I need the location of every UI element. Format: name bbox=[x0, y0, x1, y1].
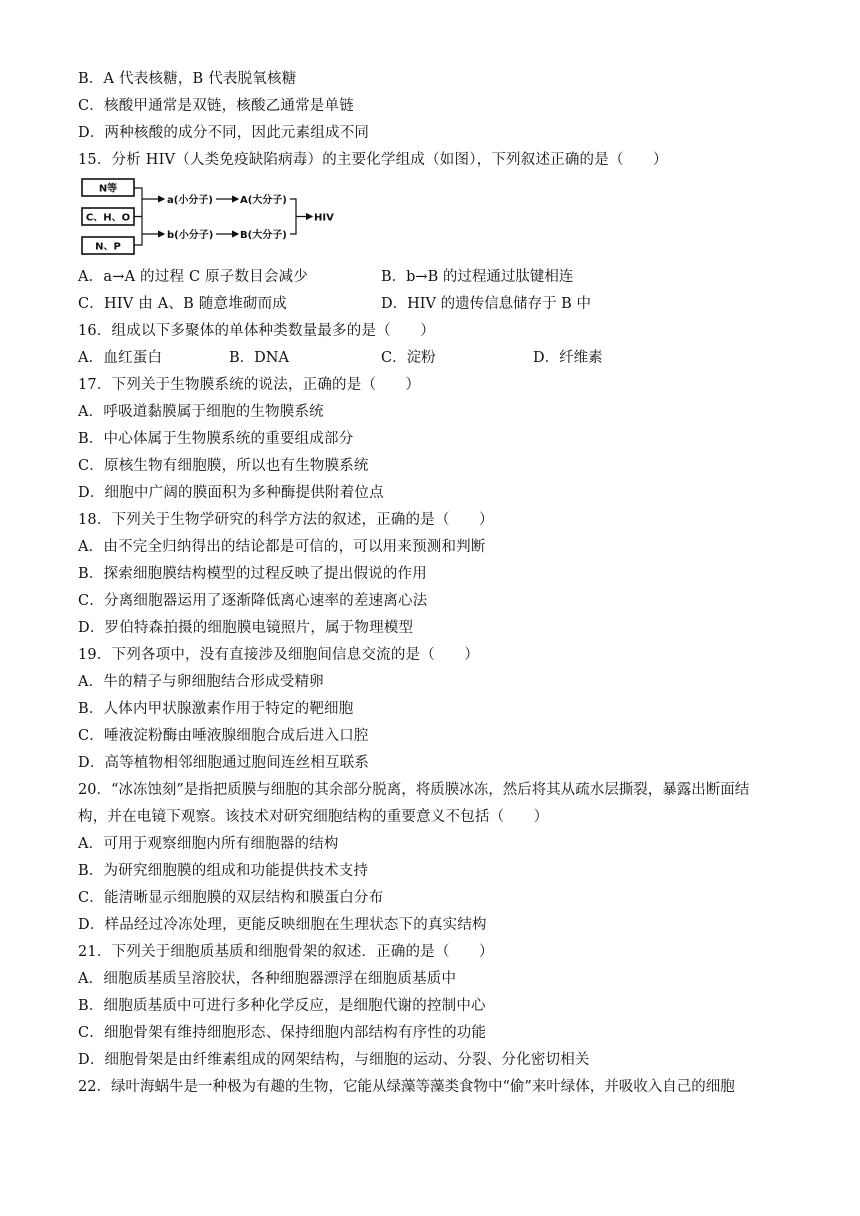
q20-option-c: C．能清晰显示细胞膜的双层结构和膜蛋白分布 bbox=[78, 890, 384, 906]
q16-option-d: D．纤维素 bbox=[533, 350, 603, 366]
q18-option-c: C．分离细胞器运用了逐渐降低离心速率的差速离心法 bbox=[78, 593, 428, 609]
q16-option-a: A．血红蛋白 bbox=[78, 350, 163, 366]
a-small-label: a(小分子) bbox=[167, 195, 213, 206]
q21-option-c: C．细胞骨架有维持细胞形态、保持细胞内部结构有序性的功能 bbox=[78, 1025, 487, 1041]
box-chon-label: C、H、O bbox=[85, 212, 131, 224]
q17-stem: 17．下列关于生物膜系统的说法，正确的是（ ） bbox=[78, 377, 421, 393]
q22-stem: 22．绿叶海蜗牛是一种极为有趣的生物，它能从绿藻等藻类食物中“偷”来叶绿体，并吸收入自己的细胞 bbox=[78, 1079, 735, 1095]
b-small-label: b(小分子) bbox=[167, 230, 214, 241]
q18-option-d: D．罗伯特森拍摄的细胞膜电镜照片，属于物理模型 bbox=[78, 620, 414, 636]
q18-stem: 18．下列关于生物学研究的科学方法的叙述，正确的是（ ） bbox=[78, 512, 494, 528]
q21-option-a: A．细胞质基质呈溶胶状，各种细胞器漂浮在细胞质基质中 bbox=[78, 971, 457, 987]
q18-option-b: B．探索细胞膜结构模型的过程反映了提出假说的作用 bbox=[78, 566, 427, 582]
q14-option-d: D．两种核酸的成分不同，因此元素组成不同 bbox=[78, 125, 370, 141]
bracket-lines bbox=[134, 188, 142, 245]
q19-stem: 19．下列各项中，没有直接涉及细胞间信息交流的是（ ） bbox=[78, 647, 480, 663]
q17-option-d: D．细胞中广阔的膜面积为多种酶提供附着位点 bbox=[78, 485, 384, 501]
b-big-label: B(大分子) bbox=[240, 230, 287, 241]
a-big-label: A(大分子) bbox=[240, 195, 287, 206]
q20-option-d: D．样品经过冷冻处理，更能反映细胞在生理状态下的真实结构 bbox=[78, 917, 487, 933]
q15-stem: 15．分析 HIV（人类免疫缺陷病毒）的主要化学组成（如图），下列叙述正确的是（ ） bbox=[78, 152, 668, 168]
q20-option-b: B．为研究细胞膜的组成和功能提供技术支持 bbox=[78, 863, 369, 879]
box-n-label: N等 bbox=[98, 183, 118, 195]
q17-option-b: B．中心体属于生物膜系统的重要组成部分 bbox=[78, 431, 354, 447]
q19-option-b: B．人体内甲状腺激素作用于特定的靶细胞 bbox=[78, 701, 354, 717]
hiv-composition-diagram bbox=[80, 176, 350, 256]
q17-option-c: C．原核生物有细胞膜，所以也有生物膜系统 bbox=[78, 458, 369, 474]
q21-option-b: B．细胞质基质中可进行多种化学反应，是细胞代谢的控制中心 bbox=[78, 998, 486, 1014]
q15-option-b: B．b→B 的过程通过肽键相连 bbox=[381, 269, 574, 285]
box-np-label: N、P bbox=[95, 241, 121, 253]
q17-option-a: A．呼吸道黏膜属于细胞的生物膜系统 bbox=[78, 404, 324, 420]
q18-option-a: A．由不完全归纳得出的结论都是可信的，可以用来预测和判断 bbox=[78, 539, 486, 555]
q21-stem: 21．下列关于细胞质基质和细胞骨架的叙述．正确的是（ ） bbox=[78, 944, 494, 960]
merge-lines bbox=[290, 199, 306, 234]
q15-option-d: D．HIV 的遗传信息储存于 B 中 bbox=[381, 296, 591, 312]
q15-option-c: C．HIV 由 A、B 随意堆砌而成 bbox=[78, 296, 287, 312]
q16-option-b: B．DNA bbox=[229, 350, 289, 366]
q14-option-c: C．核酸甲通常是双链，核酸乙通常是单链 bbox=[78, 98, 354, 114]
hiv-label: HIV bbox=[314, 212, 334, 224]
q16-stem: 16．组成以下多聚体的单体种类数量最多的是（ ） bbox=[78, 323, 435, 339]
q20-stem-line2: 构，并在电镜下观察。该技术对研究细胞结构的重要意义不包括（ ） bbox=[78, 809, 549, 825]
q16-option-c: C．淀粉 bbox=[381, 350, 436, 366]
q19-option-c: C．唾液淀粉酶由唾液腺细胞合成后进入口腔 bbox=[78, 728, 369, 744]
q19-option-d: D．高等植物相邻细胞通过胞间连丝相互联系 bbox=[78, 755, 370, 771]
q15-option-a: A．a→A 的过程 C 原子数目会减少 bbox=[78, 269, 308, 285]
q20-option-a: A．可用于观察细胞内所有细胞器的结构 bbox=[78, 836, 339, 852]
q14-option-b: B．A 代表核糖，B 代表脱氧核糖 bbox=[78, 71, 297, 87]
q21-option-d: D．细胞骨架是由纤维素组成的网架结构，与细胞的运动、分裂、分化密切相关 bbox=[78, 1052, 590, 1068]
q19-option-a: A．牛的精子与卵细胞结合形成受精卵 bbox=[78, 674, 324, 690]
q20-stem-line1: 20．“冰冻蚀刻”是指把质膜与细胞的其余部分脱离，将质膜冰冻，然后将其从疏水层撕裂，暴露出断面结 bbox=[78, 782, 750, 798]
